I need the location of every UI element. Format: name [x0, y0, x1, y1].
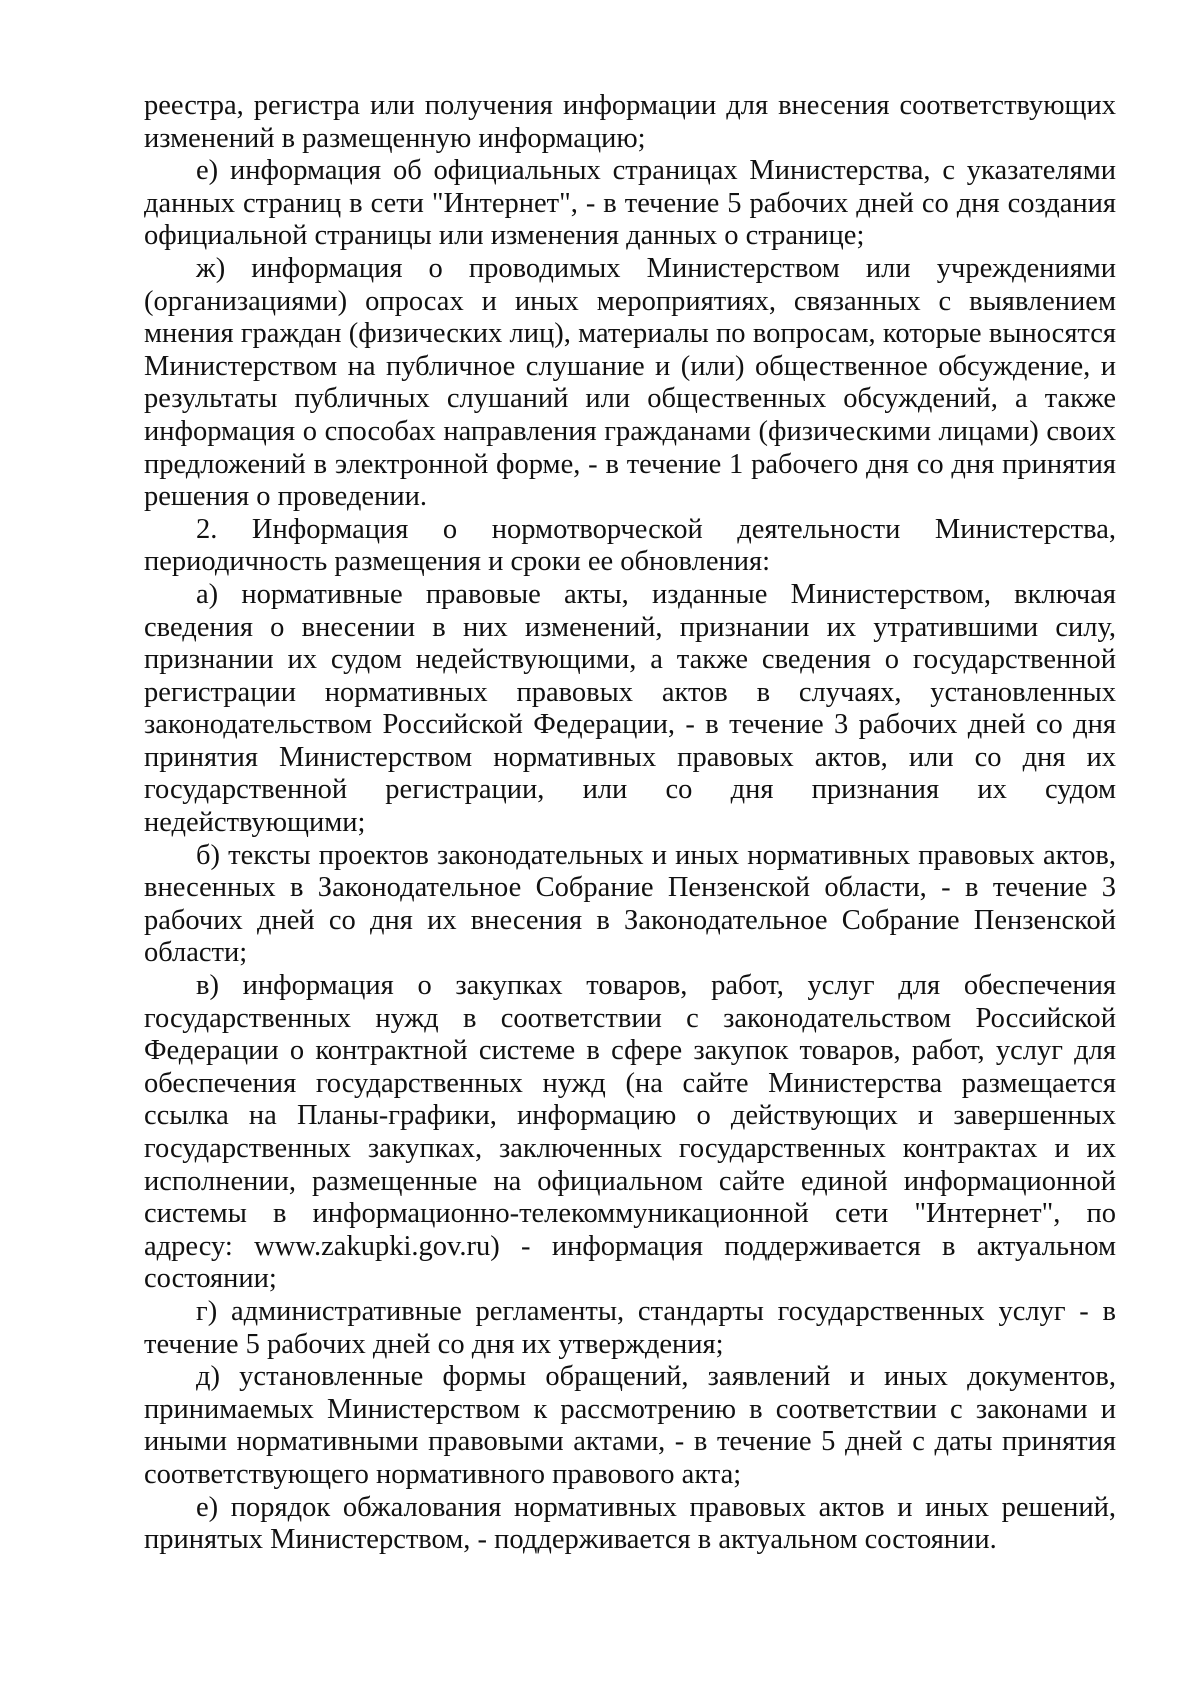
- paragraph-item-zh-surveys: ж) информация о проводимых Министерством или учреждениями (организациями) опросах и иных мероприятиях, связанных с выявлением мнения граждан (физических лиц), материалы по вопросам, которые выносятся Министерством на публичное слушание и (или) общественное обсуждение, и результаты публичных слушаний или общественных обсуждений, а также информация о способах направления гражданами (физическими лицами) своих предложений в электронной форме, - в течение 1 рабочего дня со дня принятия решения о проведении.: [144, 252, 1116, 513]
- paragraph-item-g-regulations: г) административные регламенты, стандарты государственных услуг - в течение 5 рабочих дней со дня их утверждения;: [144, 1295, 1116, 1360]
- paragraph-item-e-official-pages: е) информация об официальных страницах Министерства, с указателями данных страниц в сети "Интернет", - в течение 5 рабочих дней со дня создания официальной страницы или изменения данных о странице;: [144, 155, 1116, 252]
- paragraph-item-e-appeal-procedure: е) порядок обжалования нормативных правовых актов и иных решений, принятых Министерством, - поддерживается в актуальном состоянии.: [144, 1491, 1116, 1556]
- paragraph-item-d-forms: д) установленные формы обращений, заявлений и иных документов, принимаемых Министерством к рассмотрению в соответствии с законами и иными нормативными правовыми актами, - в течение 5 дней с даты принятия соответствующего нормативного правового акта;: [144, 1361, 1116, 1490]
- paragraph-continuation: реестра, регистра или получения информации для внесения соответствующих изменений в размещенную информацию;: [144, 90, 1116, 154]
- paragraph-item-b-draft-laws: б) тексты проектов законодательных и иных нормативных правовых актов, внесенных в Законодательное Собрание Пензенской области, - в течение 3 рабочих дней со дня их внесения в Законодательное Собрание Пензенской области;: [144, 839, 1116, 969]
- paragraph-item-a-legal-acts: а) нормативные правовые акты, изданные Министерством, включая сведения о внесении в них изменений, признании их утратившими силу, признании их судом недействующими, а также сведения о государственной регистрации нормативных правовых актов в случаях, установленных законодательством Российской Федерации, - в течение 3 рабочих дней со дня принятия Министерством нормативных правовых актов, или со дня их государственной регистрации, или со дня признания их судом недействующими;: [144, 578, 1116, 839]
- paragraph-section-2-heading: 2. Информация о нормотворческой деятельности Министерства, периодичность размещения и сроки ее обновления:: [144, 513, 1116, 578]
- paragraph-item-v-procurement: в) информация о закупках товаров, работ, услуг для обеспечения государственных нужд в соответствии с законодательством Российской Федерации о контрактной системе в сфере закупок товаров, работ, услуг для обеспечения государственных нужд (на сайте Министерства размещается ссылка на Планы-графики, информацию о действующих и завершенных государственных закупках, заключенных государственных контрактах и их исполнении, размещенные на официальном сайте единой информационной системы в информационно-телекоммуникационной сети "Интернет", по адресу: www.zakupki.gov.ru) - информация поддерживается в актуальном состоянии;: [144, 970, 1116, 1295]
- document-body: [144, 90, 1116, 1557]
